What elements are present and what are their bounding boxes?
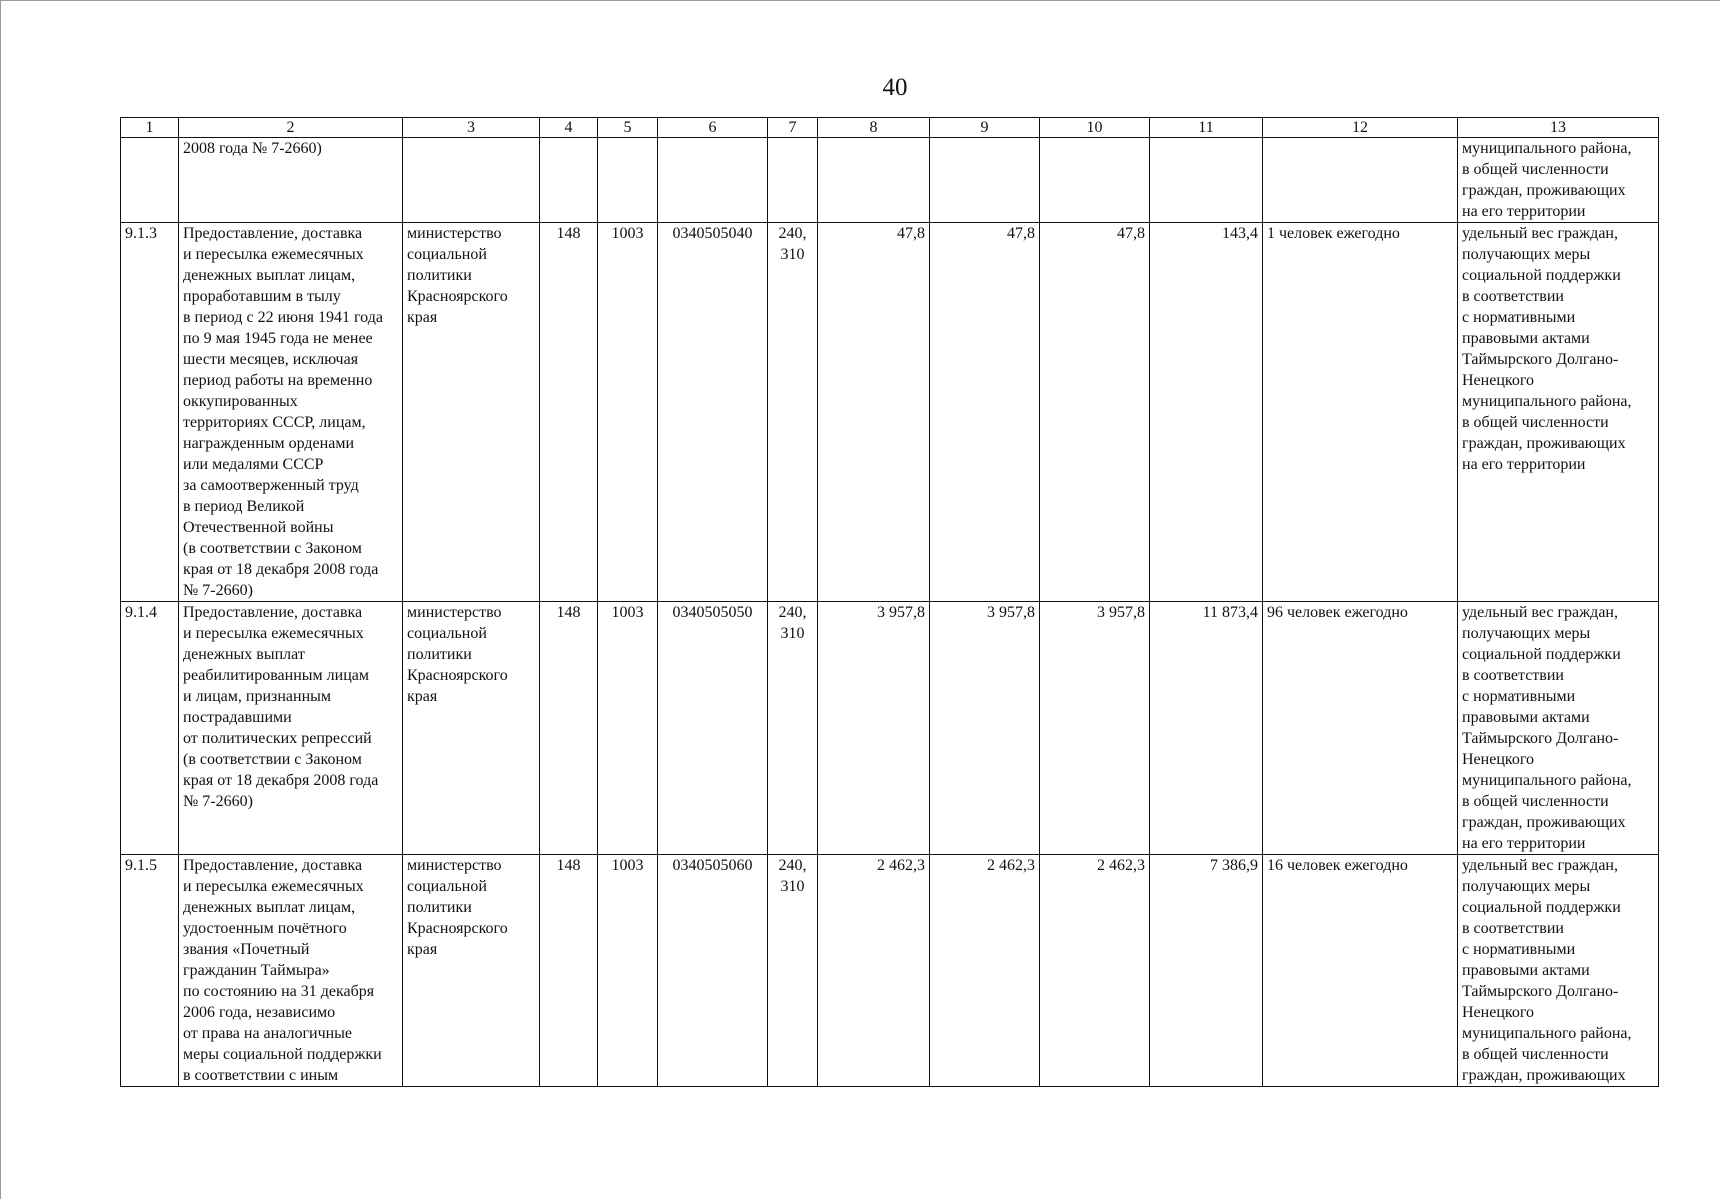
cell-rzpr: 1003	[598, 602, 658, 855]
text-line: Таймырского Долгано-	[1462, 351, 1619, 368]
text-line: министерство	[407, 604, 502, 621]
text-line: удельный вес граждан,	[1462, 857, 1618, 874]
text-line: Предоставление, доставка	[183, 225, 363, 242]
col-header-12: 12	[1263, 118, 1458, 138]
text-line: в общей численности	[1462, 1046, 1609, 1063]
text-line: гражданин Таймыра»	[183, 962, 330, 979]
text-line: период работы на временно	[183, 372, 373, 389]
cell-total: 7 386,9	[1150, 855, 1263, 1087]
cell-y3: 2 462,3	[1040, 855, 1150, 1087]
text-line: граждан, проживающих	[1462, 1067, 1626, 1084]
column-number-row	[121, 118, 1659, 138]
text-line: 2006 года, независимо	[183, 1004, 336, 1021]
col-header-6: 6	[658, 118, 768, 138]
text-line: Отечественной войны	[183, 519, 334, 536]
text-line: в соответствии	[1462, 288, 1564, 305]
text-line: в общей численности	[1462, 161, 1609, 178]
text-line: от права на аналогичные	[183, 1025, 353, 1042]
text-line: граждан, проживающих	[1462, 435, 1626, 452]
text-line: Предоставление, доставка	[183, 857, 363, 874]
text-line: № 7-2660)	[183, 793, 253, 810]
text-line: Красноярского	[407, 288, 508, 305]
text-line: муниципального района,	[1462, 772, 1632, 789]
cell-grbs: 148	[540, 855, 598, 1087]
text-line: муниципального района,	[1462, 140, 1632, 157]
text-line: в период Великой	[183, 498, 305, 515]
cell-y2: 3 957,8	[930, 602, 1040, 855]
col-header-11: 11	[1150, 118, 1263, 138]
cell-total	[1150, 138, 1263, 223]
cell-rzpr: 1003	[598, 855, 658, 1087]
col-header-2: 2	[179, 118, 403, 138]
cell-vr	[768, 138, 818, 223]
text-line: за самоотверженный труд	[183, 477, 359, 494]
table-row	[121, 602, 1659, 855]
cell-grbs: 148	[540, 223, 598, 602]
text-line: Ненецкого	[1462, 751, 1535, 768]
text-line: (в соответствии с Законом	[183, 751, 362, 768]
cell-csr	[658, 138, 768, 223]
text-line: награжденным орденами	[183, 435, 355, 452]
text-line: оккупированных	[183, 393, 298, 410]
cell-indicator	[1458, 223, 1659, 602]
text-line: удельный вес граждан,	[1462, 604, 1618, 621]
text-line: звания «Почетный	[183, 941, 310, 958]
cell-vr	[768, 602, 818, 855]
cell-indicator	[1458, 602, 1659, 855]
text-line: денежных выплат лицам,	[183, 899, 356, 916]
cell-result	[1263, 138, 1458, 223]
col-header-5: 5	[598, 118, 658, 138]
text-line: края	[407, 309, 438, 326]
text-line: социальной поддержки	[1462, 267, 1621, 284]
text-line: пострадавшими	[183, 709, 292, 726]
col-header-1: 1	[121, 118, 179, 138]
cell-executor	[403, 223, 540, 602]
text-line: края	[407, 688, 438, 705]
cell-indicator	[1458, 855, 1659, 1087]
budget-table	[120, 117, 1659, 1087]
cell-executor	[403, 855, 540, 1087]
text-line: по состоянию на 31 декабря	[183, 983, 375, 1000]
cell-y2	[930, 138, 1040, 223]
cell-y3	[1040, 138, 1150, 223]
text-line: проработавшим в тылу	[183, 288, 341, 305]
cell-csr: 0340505040	[658, 223, 768, 602]
text-line: министерство	[407, 225, 502, 242]
text-line: с нормативными	[1462, 309, 1576, 326]
text-line: Ненецкого	[1462, 1004, 1535, 1021]
text-line: муниципального района,	[1462, 393, 1632, 410]
text-line: социальной	[407, 246, 487, 263]
cell-y1: 2 462,3	[818, 855, 930, 1087]
text-line: социальной	[407, 625, 487, 642]
text-line: меры социальной поддержки	[183, 1046, 382, 1063]
text-line: социальной поддержки	[1462, 899, 1621, 916]
cell-description	[179, 602, 403, 855]
text-line: в общей численности	[1462, 793, 1609, 810]
text-line: края	[407, 941, 438, 958]
text-line: денежных выплат лицам,	[183, 267, 356, 284]
cell-y2: 2 462,3	[930, 855, 1040, 1087]
table-row	[121, 855, 1659, 1087]
text-line: политики	[407, 899, 472, 916]
cell-rzpr: 1003	[598, 223, 658, 602]
text-line: и пересылка ежемесячных	[183, 878, 364, 895]
text-line: в соответствии с иным	[183, 1067, 339, 1084]
table-row	[121, 223, 1659, 602]
cell-grbs: 148	[540, 602, 598, 855]
text-line: с нормативными	[1462, 688, 1576, 705]
cell-total: 143,4	[1150, 223, 1263, 602]
cell-description	[179, 855, 403, 1087]
cell-num	[121, 138, 179, 223]
text-line: министерство	[407, 857, 502, 874]
text-line: 2008 года № 7-2660)	[183, 140, 322, 157]
text-line: удостоенным почётного	[183, 920, 347, 937]
text-line: и лицам, признанным	[183, 688, 332, 705]
cell-csr: 0340505060	[658, 855, 768, 1087]
col-header-4: 4	[540, 118, 598, 138]
cell-num: 9.1.3	[121, 223, 179, 602]
text-line: № 7-2660)	[183, 582, 253, 599]
cell-indicator	[1458, 138, 1659, 223]
text-line: граждан, проживающих	[1462, 182, 1626, 199]
col-header-9: 9	[930, 118, 1040, 138]
text-line: на его территории	[1462, 203, 1586, 220]
cell-result: 96 человек ежегодно	[1263, 602, 1458, 855]
text-line: Красноярского	[407, 667, 508, 684]
text-line: правовыми актами	[1462, 962, 1590, 979]
cell-rzpr	[598, 138, 658, 223]
text-line: на его территории	[1462, 835, 1586, 852]
text-line: получающих меры	[1462, 878, 1591, 895]
text-line: удельный вес граждан,	[1462, 225, 1618, 242]
col-header-8: 8	[818, 118, 930, 138]
text-line: в общей численности	[1462, 414, 1609, 431]
text-line: получающих меры	[1462, 625, 1591, 642]
text-line: в соответствии	[1462, 920, 1564, 937]
cell-num: 9.1.4	[121, 602, 179, 855]
text-line: социальной поддержки	[1462, 646, 1621, 663]
col-header-7: 7	[768, 118, 818, 138]
text-line: получающих меры	[1462, 246, 1591, 263]
text-line: и пересылка ежемесячных	[183, 246, 364, 263]
text-line: Таймырского Долгано-	[1462, 730, 1619, 747]
text-line: Красноярского	[407, 920, 508, 937]
text-line: (в соответствии с Законом	[183, 540, 362, 557]
text-line: правовыми актами	[1462, 709, 1590, 726]
col-header-13: 13	[1458, 118, 1659, 138]
text-line: и пересылка ежемесячных	[183, 625, 364, 642]
text-line: 310	[780, 625, 805, 642]
text-line: или медалями СССР	[183, 456, 324, 473]
cell-y3: 3 957,8	[1040, 602, 1150, 855]
text-line: территориях СССР, лицам,	[183, 414, 366, 431]
text-line: от политических репрессий	[183, 730, 372, 747]
text-line: по 9 мая 1945 года не менее	[183, 330, 373, 347]
text-line: муниципального района,	[1462, 1025, 1632, 1042]
continuation-row	[121, 138, 1659, 223]
text-line: 240,	[778, 857, 807, 874]
text-line: 310	[780, 246, 805, 263]
cell-vr	[768, 855, 818, 1087]
text-line: шести месяцев, исключая	[183, 351, 359, 368]
text-line: 240,	[778, 225, 807, 242]
cell-description	[179, 138, 403, 223]
text-line: Ненецкого	[1462, 372, 1535, 389]
cell-grbs	[540, 138, 598, 223]
text-line: Таймырского Долгано-	[1462, 983, 1619, 1000]
text-line: граждан, проживающих	[1462, 814, 1626, 831]
cell-result: 1 человек ежегодно	[1263, 223, 1458, 602]
text-line: 240,	[778, 604, 807, 621]
cell-y2: 47,8	[930, 223, 1040, 602]
text-line: в соответствии	[1462, 667, 1564, 684]
text-line: на его территории	[1462, 456, 1586, 473]
cell-y1: 47,8	[818, 223, 930, 602]
cell-description	[179, 223, 403, 602]
cell-executor	[403, 602, 540, 855]
text-line: с нормативными	[1462, 941, 1576, 958]
cell-y3: 47,8	[1040, 223, 1150, 602]
cell-num: 9.1.5	[121, 855, 179, 1087]
text-line: правовыми актами	[1462, 330, 1590, 347]
text-line: 310	[780, 878, 805, 895]
cell-vr	[768, 223, 818, 602]
cell-result: 16 человек ежегодно	[1263, 855, 1458, 1087]
cell-executor	[403, 138, 540, 223]
text-line: денежных выплат	[183, 646, 305, 663]
text-line: Предоставление, доставка	[183, 604, 363, 621]
text-line: края от 18 декабря 2008 года	[183, 772, 379, 789]
page-number: 40	[882, 74, 908, 101]
cell-csr: 0340505050	[658, 602, 768, 855]
cell-total: 11 873,4	[1150, 602, 1263, 855]
col-header-10: 10	[1040, 118, 1150, 138]
text-line: политики	[407, 267, 472, 284]
text-line: края от 18 декабря 2008 года	[183, 561, 379, 578]
text-line: в период с 22 июня 1941 года	[183, 309, 383, 326]
text-line: политики	[407, 646, 472, 663]
text-line: социальной	[407, 878, 487, 895]
cell-y1: 3 957,8	[818, 602, 930, 855]
text-line: реабилитированным лицам	[183, 667, 369, 684]
cell-y1	[818, 138, 930, 223]
col-header-3: 3	[403, 118, 540, 138]
